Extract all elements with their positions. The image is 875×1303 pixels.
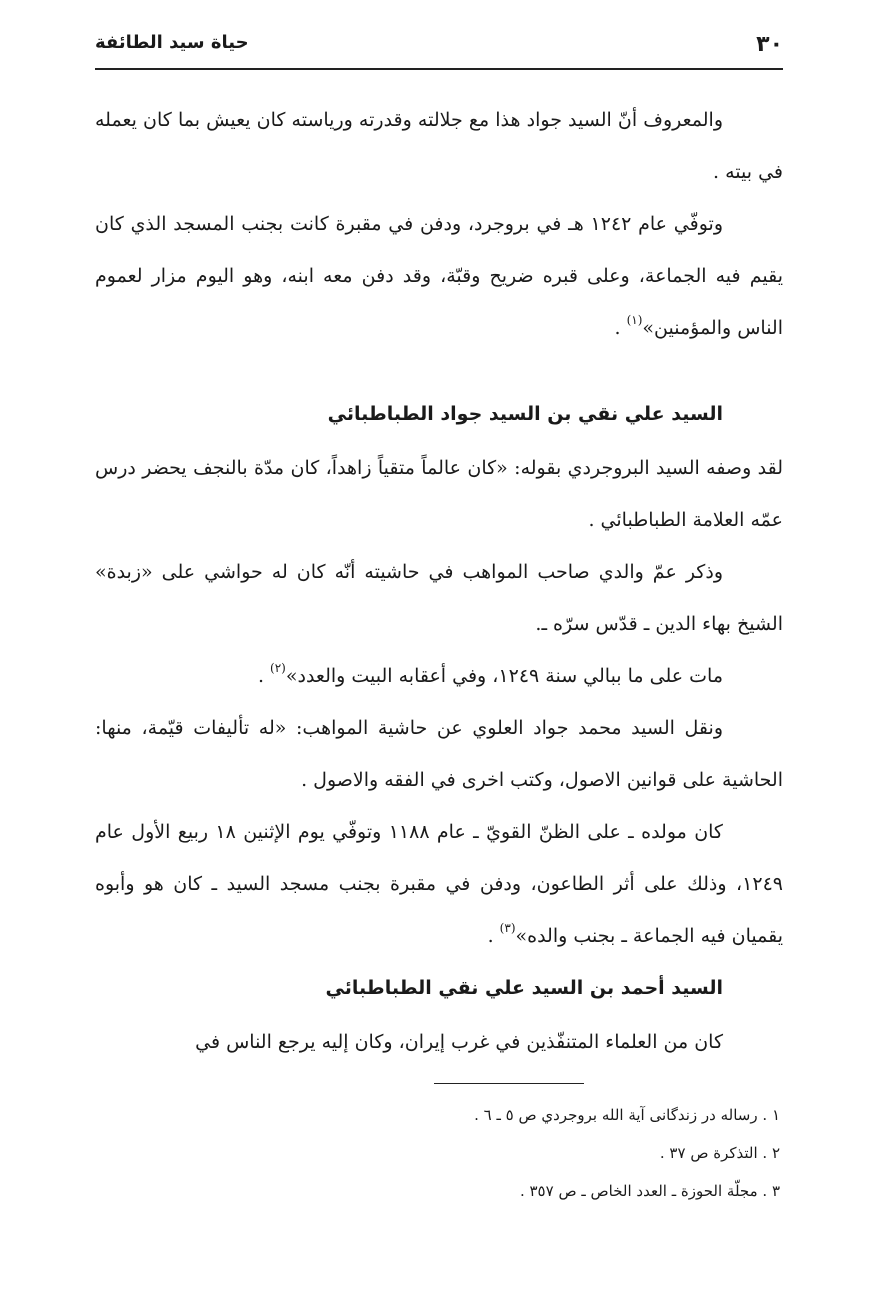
section-ahmad [95, 977, 783, 1068]
paragraph [95, 198, 783, 354]
paragraph: لقد وصفه السيد البروجردي بقوله: «كان عالماً متقياً زاهداً، كان مدّة بالنجف يحضر درس عمّه العلامة الطباطبائي . [95, 457, 783, 531]
footnote-ref[interactable]: (٣) [499, 921, 516, 935]
paragraph-end: . [257, 665, 271, 687]
running-title: حياة سيد الطائفة [95, 32, 249, 53]
paragraph-text: وتوفّي عام ١٢٤٢ هـ في بروجرد، ودفن في مقبرة كانت بجنب المسجد الذي كان يقيم فيه الجماعة، وعلى قبره ضريح وقبّة، وقد دفن معه ابنه، وهو اليوم مزار لعموم الناس والمؤمنين» [95, 213, 783, 339]
paragraph-end: . [487, 925, 500, 947]
page-number: ٣٠ [756, 32, 783, 57]
footnote-ref[interactable]: (٢) [270, 661, 286, 675]
paragraph [95, 806, 783, 962]
paragraph: والمعروف أنّ السيد جواد هذا مع جلالته وقدرته ورياسته كان يعيش بما كان يعمله في بيته . [95, 109, 783, 183]
footnote-item: ٣ . مجلّة الحوزة ـ العدد الخاص ـ ص ٣٥٧ . [519, 1182, 780, 1200]
paragraph-end: . [614, 317, 627, 339]
page-header [95, 28, 783, 70]
paragraph: ونقل السيد محمد جواد العلوي عن حاشية المواهب: «له تأليفات قيّمة، منها: الحاشية على قوانين الاصول، وكتب اخرى في الفقه والاصول . [95, 717, 783, 791]
paragraph: وذكر عمّ والدي صاحب المواهب في حاشيته أنّه كان له حواشي على «زبدة» الشيخ بهاء الدين ـ قدّس سرّه ـ. [95, 561, 783, 635]
footnote-ref[interactable]: (١) [626, 313, 643, 327]
paragraph-text: كان مولده ـ على الظنّ القويّ ـ عام ١١٨٨ وتوفّي يوم الإثنين ١٨ ربيع الأول عام ١٢٤٩، وذلك على أثر الطاعون، ودفن في مقبرة بجنب مسجد السيد ـ كان هو وأبوه يقميان فيه الجماعة ـ بجنب والده» [95, 821, 783, 947]
paragraph [95, 650, 783, 702]
paragraph: كان من العلماء المتنفّذين في غرب إيران، وكان إليه يرجع الناس في [195, 1031, 723, 1053]
section-heading: السيد علي نقي بن السيد جواد الطباطبائي [327, 403, 723, 425]
section-heading: السيد أحمد بن السيد علي نقي الطباطبائي [325, 977, 723, 999]
footnote-separator [434, 1083, 584, 1084]
section-ali-naqi [95, 403, 783, 962]
footnotes [180, 1096, 780, 1210]
paragraph-text: مات على ما ببالي سنة ١٢٤٩، وفي أعقابه البيت والعدد» [285, 665, 723, 687]
opening-paragraphs [95, 94, 783, 354]
footnote-item: ١ . رساله در زندگانى آية الله بروجردي ص ٥ ـ ٦ . [474, 1106, 780, 1124]
footnote-item: ٢ . التذكرة ص ٣٧ . [659, 1144, 780, 1162]
